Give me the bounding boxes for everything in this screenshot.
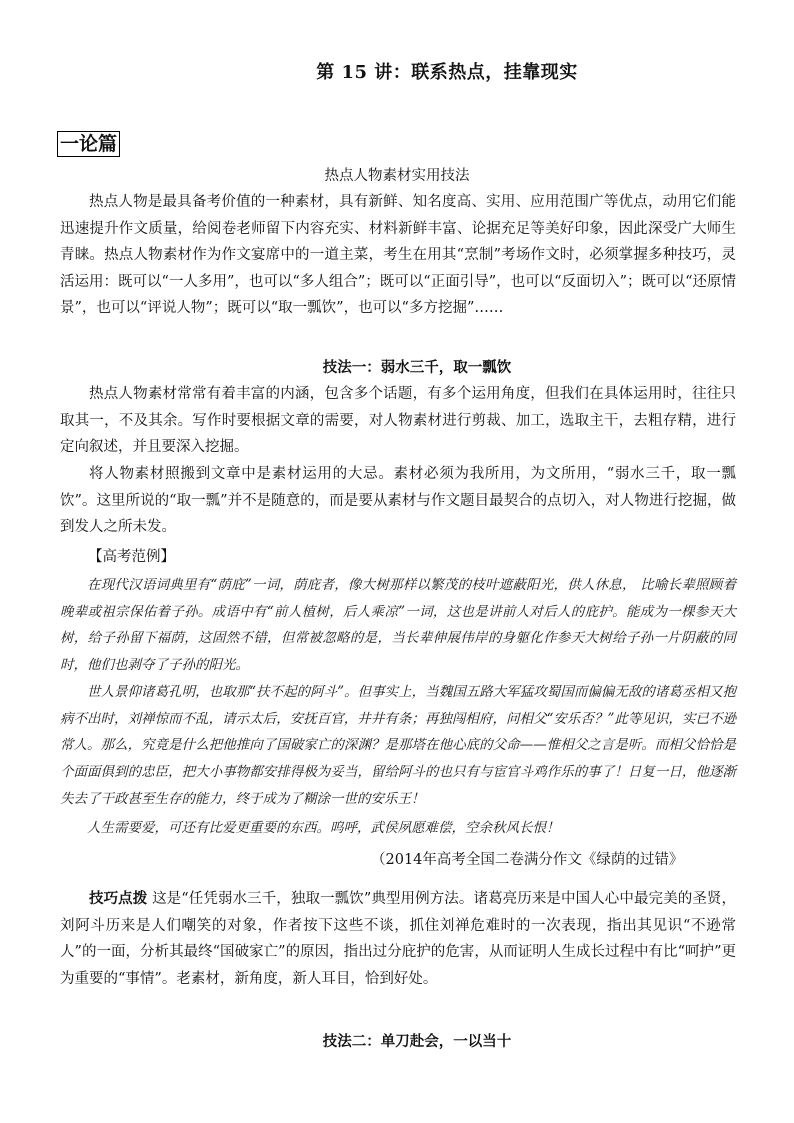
tip-text: 这是“任凭弱水三千，独取一瓢饮”典型用例方法。诸葛亮历来是中国人心中最完美的圣贤，刘阿斗历来是人们嘲笑的对象，作者按下这些不谈，抓住刘禅危难时的一次表现，指出其见识“不逊常人”的一面，分析其最终“国破家亡”的原因，指出过分庇护的危害，从而证明人生成长过程中有比“呵护”更为重要的“事情”。老素材，新角度，新人耳目，恰到好处。 [60,891,737,987]
case-paragraph-1: 在现代汉语词典里有“荫庇”一词，荫庇者，像大树那样以繁茂的枝叶遮蔽阳光，供人休息， 比喻长辈照顾着晚辈或祖宗保佑着子孙。成语中有“前人植树，后人乘凉”一词，这也是讲前人对后人的庇护。能成为一棵参天大树，给子孙留下福荫，这固然不错，但常被忽略的是，当长辈伸展伟岸的身躯化作参天大树给子孙一片阴蔽的同时，他们也剥夺了子孙的阳光。 [60,577,736,674]
section-heading: 一论篇 [57,131,120,157]
tip-label: 技巧点拨 [89,890,148,907]
subtitle: 热点人物素材实用技法 [324,168,470,184]
case-paragraph-2: 世人景仰诸葛孔明，也取那“扶不起的阿斗”。但事实上，当魏国五路大军猛攻蜀国而偏偏无敌的诸葛丞相又抱病不出时，刘禅惊而不乱，请示太后，安抚百官，井井有条；再独闯相府，问相父“安乐否？”此等见识，实已不逊常人。那么，究竟是什么把他推向了国破家亡的深渊？是那塔在他心底的父命——惟相父之言是听。而相父恰恰是个面面俱到的忠臣，把大小事物都安排得极为妥当，留给阿斗的也只有与宦官斗鸡作乐的事了！日复一日，他逐渐失去了干政甚至生存的能力，终于成为了糊涂一世的安乐王！ [60,684,736,807]
case-label: 【高考范例】 [88,549,175,565]
intro-paragraph: 热点人物是最具备考价值的一种素材，具有新鲜、知名度高、实用、应用范围广等优点，动用它们能迅速提升作文质量，给阅卷老师留下内容充实、材料新鲜丰富、论据充足等美好印象，因此深受广大师生青睐。热点人物素材作为作文宴席中的一道主菜，考生在用其“烹制”考场作文时，必须掌握多种技巧，灵活运用：既可以“一人多用”，也可以“多人组合”；既可以“正面引导”，也可以“反面切入”；既可以“还原情景”，也可以“评说人物”；既可以“取一瓢饮”，也可以“多方挖掘”…… [60,194,736,317]
technique2-heading: 技法二：单刀赴会，一以当十 [322,1033,512,1050]
technique1-heading: 技法一：弱水三千，取一瓢饮 [322,359,512,376]
case-paragraph-3: 人生需要爱，可还有比爱更重要的东西。呜呼，武侯夙愿难偿，空余秋风长恨！ [87,820,560,836]
technique1-paragraph-2: 将人物素材照搬到文章中是素材运用的大忌。素材必须为我所用，为文所用，“弱水三千，取一瓢饮”。这里所说的“取一瓢”并不是随意的，而是要从素材与作文题目最契合的点切入，对人物进行挖掘，做到发人之所未发。 [60,466,736,536]
case-source: （2014年高考全国二卷满分作文《绿荫的过错》 [371,852,684,868]
technique1-paragraph-1: 热点人物素材常常有着丰富的内涵，包含多个话题，有多个运用角度，但我们在具体运用时，往往只取其一，不及其余。写作时要根据文章的需要，对人物素材进行剪裁、加工，选取主干，去粗存精，进行定向叙述，并且要深入挖掘。 [60,386,736,456]
tip-paragraph [60,886,736,992]
page-title: 第 15 讲：联系热点，挂靠现实 [316,62,578,83]
